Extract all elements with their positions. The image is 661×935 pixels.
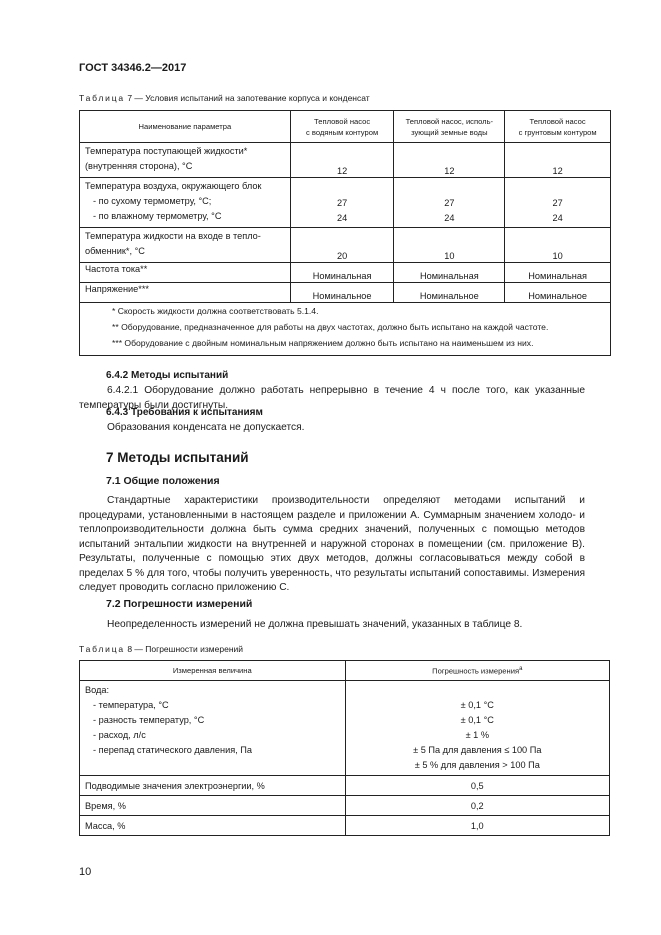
cell-value: 0,2 (345, 796, 609, 816)
cell-value: 12 (290, 143, 394, 178)
table7-header-col2 (394, 111, 505, 143)
table-8 (79, 660, 610, 836)
paragraph: Стандартные характеристики производительности определяют методами испытаний и процедурами, установленными в настоящем разделе и приложении А. Суммарным значением холодо- и теплопроизводительности должна быть сумма средних значений, полученных с помощью методов испытаний энтальпии жидкости на внутренней и наружной сторонах в помещении (см. приложение В). Результаты, полученные с помощью этих двух методов, должны согласовываться между собой в пределах 5 % для того, чтобы получить уверенность, что результаты испытаний сопоставимы. Измерения следует проводить согласно приложению С. (79, 495, 585, 593)
label-line: Температура воздуха, окружающего блок (85, 181, 262, 191)
table7-notes (80, 303, 611, 356)
table7-caption-word: Таблица (79, 93, 125, 103)
section-title-6-4-2: 6.4.2 Методы испытаний (106, 370, 229, 381)
table8-caption (79, 644, 243, 654)
section-title-7-2: 7.2 Погрешности измерений (106, 598, 253, 610)
table-7 (79, 110, 611, 356)
table7-notes-row (80, 303, 611, 356)
table7-caption-text: 7 — Условия испытаний на запотевание корпуса и конденсат (127, 93, 370, 103)
header-text: Погрешность измерения (432, 666, 520, 676)
label-line: Температура поступающей жидкости* (85, 146, 248, 156)
header-line: Тепловой насос (314, 116, 371, 126)
cell-value: Номинальная (290, 263, 394, 283)
cell-value: 10 (394, 228, 505, 263)
value-line-empty (350, 683, 605, 698)
cell-value (394, 178, 505, 228)
label-line-empty (85, 758, 340, 773)
table-note: ** Оборудование, предназначенное для работы на двух частотах, должно быть испытано на каждой частоте. (112, 322, 549, 332)
table8-header-row (80, 661, 610, 681)
value-line: 27 (336, 198, 348, 208)
row-label (80, 228, 291, 263)
cell-value: Номинальная (394, 263, 505, 283)
row-label: Масса, % (80, 816, 346, 836)
section-text-6-4-3 (79, 421, 585, 436)
label-line: (внутренняя сторона), °С (85, 161, 193, 171)
label-line: обменник*, °С (85, 246, 145, 256)
section-text-7-1 (79, 494, 585, 596)
header-line: Тепловой насос (529, 116, 586, 126)
cell-value (505, 178, 611, 228)
table-row (80, 263, 611, 283)
label-line: - разность температур, °С (93, 715, 205, 725)
paragraph: Образования конденсата не допускается. (107, 422, 305, 433)
value-line: ± 5 Па для давления ≤ 100 Па (413, 745, 542, 755)
cell-value: Номинальное (290, 283, 394, 303)
cell-value: 20 (290, 228, 394, 263)
cell-value: Номинальное (394, 283, 505, 303)
table7-header-col1 (290, 111, 394, 143)
row-label: Время, % (80, 796, 346, 816)
label-line: Температура жидкости на входе в тепло- (85, 231, 261, 241)
cell-value: 0,5 (345, 776, 609, 796)
value-line: ± 0,1 °С (460, 715, 494, 725)
row-label: Частота тока** (80, 263, 291, 283)
header-line: с водяным контуром (305, 127, 379, 137)
value-line: 27 (552, 198, 563, 208)
table7-caption (79, 93, 370, 103)
row-label (80, 681, 346, 776)
cell-value: 12 (394, 143, 505, 178)
label-line: - перепад статического давления, Па (93, 745, 253, 755)
label-line: - по влажному термометру, °С (93, 211, 222, 221)
table8-caption-text: 8 — Погрешности измерений (127, 644, 244, 654)
header-line: зующий земные воды (411, 127, 488, 137)
section-title-7: 7 Методы испытаний (106, 450, 249, 465)
table8-header-error (345, 661, 609, 681)
value-line: 24 (552, 213, 563, 223)
table8-header-quantity: Измеренная величина (80, 661, 346, 681)
table7-header-param: Наименование параметра (80, 111, 291, 143)
table-row (80, 228, 611, 263)
label-line: - по сухому термометру, °С; (93, 196, 212, 206)
table7-header-col3 (505, 111, 611, 143)
row-label: Напряжение*** (80, 283, 291, 303)
header-line: Тепловой насос, исполь- (405, 116, 494, 126)
cell-value: Номинальное (505, 283, 611, 303)
label-line: Вода: (85, 685, 110, 695)
value-line: ± 1 % (465, 730, 489, 740)
table-row (80, 796, 610, 816)
paragraph: 6.4.2.1 Оборудование должно работать непрерывно в течение 4 ч после того, как указанные температуры были достигнуты. (79, 385, 585, 411)
section-text-7-2 (79, 618, 585, 633)
page-number: 10 (79, 866, 92, 878)
paragraph: Неопределенность измерений не должна превышать значений, указанных в таблице 8. (107, 619, 523, 630)
table8-caption-word: Таблица (79, 644, 125, 654)
cell-value (290, 178, 394, 228)
label-line: - температура, °С (93, 700, 169, 710)
row-label: Подводимые значения электроэнергии, % (80, 776, 346, 796)
value-line: 27 (444, 198, 455, 208)
table-row (80, 178, 611, 228)
cell-value: 1,0 (345, 816, 609, 836)
section-title-7-1: 7.1 Общие положения (106, 475, 220, 487)
standard-header: ГОСТ 34346.2—2017 (79, 62, 187, 74)
header-line: с грунтовым контуром (518, 127, 597, 137)
value-line: ± 5 % для давления > 100 Па (414, 760, 540, 770)
table-note: * Скорость жидкости должна соответствовать 5.1.4. (112, 306, 319, 316)
footnote-marker: a (519, 666, 523, 673)
cell-value: Номинальная (505, 263, 611, 283)
cell-value: 10 (505, 228, 611, 263)
table-row (80, 283, 611, 303)
table-row (80, 816, 610, 836)
table-row (80, 681, 610, 776)
value-line: ± 0,1 °С (460, 700, 494, 710)
label-line: - расход, л/с (93, 730, 146, 740)
row-label (80, 178, 291, 228)
cell-value (345, 681, 609, 776)
table-row (80, 776, 610, 796)
table7-header-row (80, 111, 611, 143)
cell-value: 12 (505, 143, 611, 178)
row-label (80, 143, 291, 178)
table-note: *** Оборудование с двойным номинальным напряжением должно быть испытано на наименьшем из них. (112, 338, 534, 348)
value-line: 24 (336, 213, 348, 223)
table-row (80, 143, 611, 178)
section-title-6-4-3: 6.4.3 Требования к испытаниям (106, 407, 263, 418)
value-line: 24 (444, 213, 455, 223)
